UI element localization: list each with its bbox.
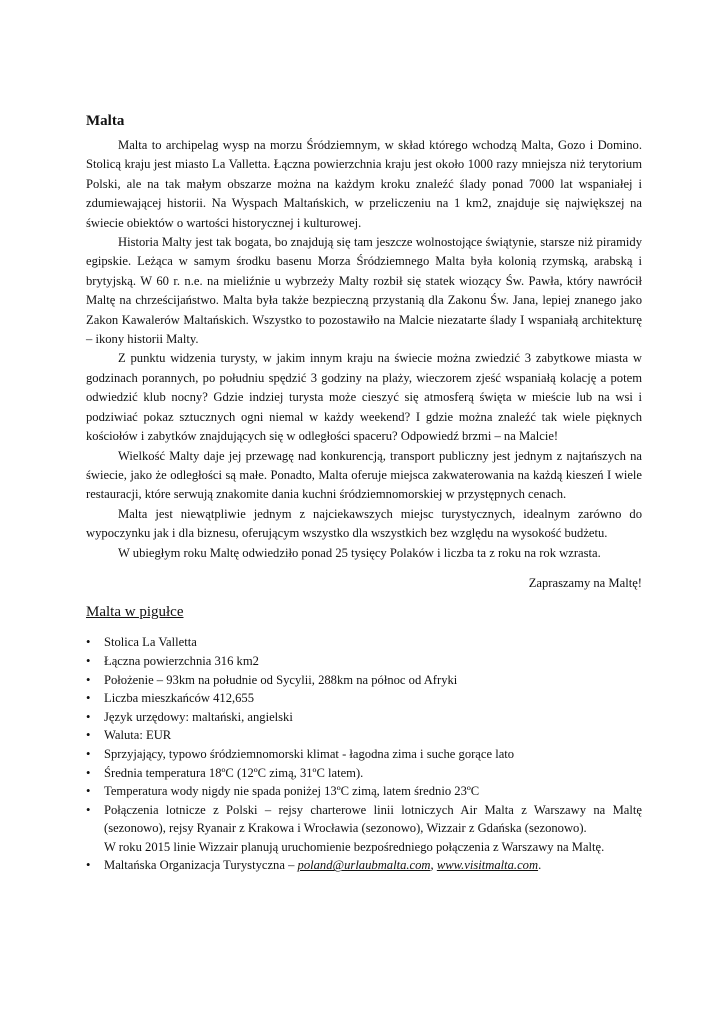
list-item-text: Liczba mieszkańców 412,655: [104, 691, 255, 706]
list-item-text: Łączna powierzchnia 316 km2: [104, 653, 259, 668]
paragraph-destination: Malta jest niewątpliwie jednym z najciekawszych miejsc turystycznych, idealnym zarówno do wypoczynku jak i dla biznesu, oferującym wszystko dla wszystkich bez względu na wysokość budżetu.: [86, 506, 642, 541]
paragraph-tourist-view: Z punktu widzenia turysty, w jakim innym kraju na świecie można zwiedzić 3 zabytkowe miasta w godzinach porannych, po południu spędzić 3 godziny na plaży, wieczorem zjeść wspaniałą kolację a potem odwiedzić klub nocny? Gdzie indziej turysta może cieszyć się atmosferą święta w mieście lub na wsi i podziwiać pokaz sztucznych ogni niemal w każdy weekend? I gdzie można znaleźć tak wiele pięknych kościołów i zabytków znajdujących się w odległości spaceru? Odpowiedź brzmi – na Malcie!: [86, 351, 642, 444]
list-item-temperature: [86, 764, 642, 783]
list-item-text: Średnia temperatura 18ºC (12ºC zimą, 31ºC latem).: [104, 765, 364, 780]
paragraph-history: Historia Malty jest tak bogata, bo znajdują się tam jeszcze wolnostojące świątynie, starsze niż piramidy egipskie. Leżąca w samym środku basenu Morza Śródziemnego Malta była kolonią rzymską, arabską i brytyjską. W 60 r. n.e. na mieliźnie u wybrzeży Malty rozbił się statek wiozący Św. Pawła, który nawrócił Maltę na chrześcijaństwo. Malta była także bezpieczną przystanią dla Zakonu Św. Jana, lepiej znanego jako Zakon Kawalerów Maltańskich. Wszystko to pozostawiło na Malcie niezatarte ślady I wspaniałą architekturę – ikony historii Malty.: [86, 235, 642, 347]
list-item-climate: [86, 745, 642, 764]
summary-heading: Malta w pigułce: [86, 604, 184, 621]
bullet-icon: •: [86, 784, 91, 799]
bullet-icon: •: [86, 653, 91, 668]
list-item-text: Stolica La Valletta: [104, 635, 197, 650]
bullet-icon: •: [86, 746, 91, 761]
list-item-text: Sprzyjający, typowo śródziemnomorski klimat - łagodna zima i suche gorące lato: [104, 746, 515, 761]
bullet-icon: •: [86, 709, 91, 724]
list-item-text: Waluta: EUR: [104, 728, 172, 743]
list-item-capital: [86, 633, 642, 652]
paragraph-visitors: W ubiegłym roku Maltę odwiedziło ponad 25 tysięcy Polaków i liczba ta z roku na rok wzrasta.: [118, 545, 601, 560]
list-item-flights: [86, 801, 642, 857]
email-link[interactable]: poland@urlaubmalta.com: [297, 858, 431, 873]
list-item-location: [86, 671, 642, 690]
closing-invitation: Zapraszamy na Maltę!: [528, 575, 642, 590]
bullet-icon: •: [86, 728, 91, 743]
list-item-language: [86, 708, 642, 727]
bullet-icon: •: [86, 858, 91, 873]
bullet-icon: •: [86, 691, 91, 706]
list-item-area: [86, 652, 642, 671]
list-item-text: Temperatura wody nigdy nie spada poniżej 13ºC zimą, latem średnio 23ºC: [104, 784, 480, 799]
bullet-icon: •: [86, 765, 91, 780]
paragraph-intro: Malta to archipelag wysp na morzu Śródziemnym, w skład którego wchodzą Malta, Gozo i Domino. Stolicą kraju jest miasto La Valletta. Łączna powierzchnia kraju jest około 1000 razy mniejsza niż terytorium Polski, ale na tak małym obszarze można na każdym kroku znaleźć ślady ponad 7000 lat wspaniałej i zdumiewającej historii. Na Wyspach Maltańskich, w przeliczeniu na 1 km2, znajduje się największej na świecie obiektów o wartości historycznej i kulturowej.: [86, 138, 642, 230]
paragraph-size-advantage: Wielkość Malty daje jej przewagę nad konkurencją, transport publiczny jest jednym z najtańszych na świecie, jako że odległości są małe. Ponadto, Malta oferuje miejsca zakwaterowania na każdą kieszeń I wiele restauracji, które serwują znakomite dania kuchni śródziemnomorskiej w przystępnych cenach.: [86, 448, 642, 502]
tourism-org-label: Maltańska Organizacja Turystyczna –: [104, 858, 295, 873]
bullet-icon: •: [86, 635, 91, 650]
list-item-population: [86, 689, 642, 708]
list-item-text: Połączenia lotnicze z Polski – rejsy charterowe linii lotniczych Air Malta z Warszawy na Maltę (sezonowo), rejsy Ryanair z Krakowa i Wrocławia (sezonowo), Wizzair z Gdańska (sezonowo).: [104, 802, 642, 836]
list-item-tourism-org: [86, 856, 642, 875]
link-separator: ,: [430, 858, 434, 873]
document-content: [86, 112, 642, 875]
bullet-icon: •: [86, 672, 91, 687]
list-item-water-temperature: [86, 782, 642, 801]
list-end-punctuation: .: [538, 858, 542, 873]
facts-list: [86, 633, 642, 875]
bullet-icon: •: [86, 802, 91, 817]
list-item-text: Położenie – 93km na południe od Sycylii, 288km na północ od Afryki: [104, 672, 458, 687]
page-title: Malta: [86, 113, 125, 129]
list-item-currency: [86, 726, 642, 745]
list-item-extra-text: W roku 2015 linie Wizzair planują uruchomienie bezpośredniego połączenia z Warszawy na Maltę.: [104, 839, 605, 854]
website-link[interactable]: www.visitmalta.com: [436, 858, 539, 873]
list-item-text: Język urzędowy: maltański, angielski: [104, 709, 293, 724]
